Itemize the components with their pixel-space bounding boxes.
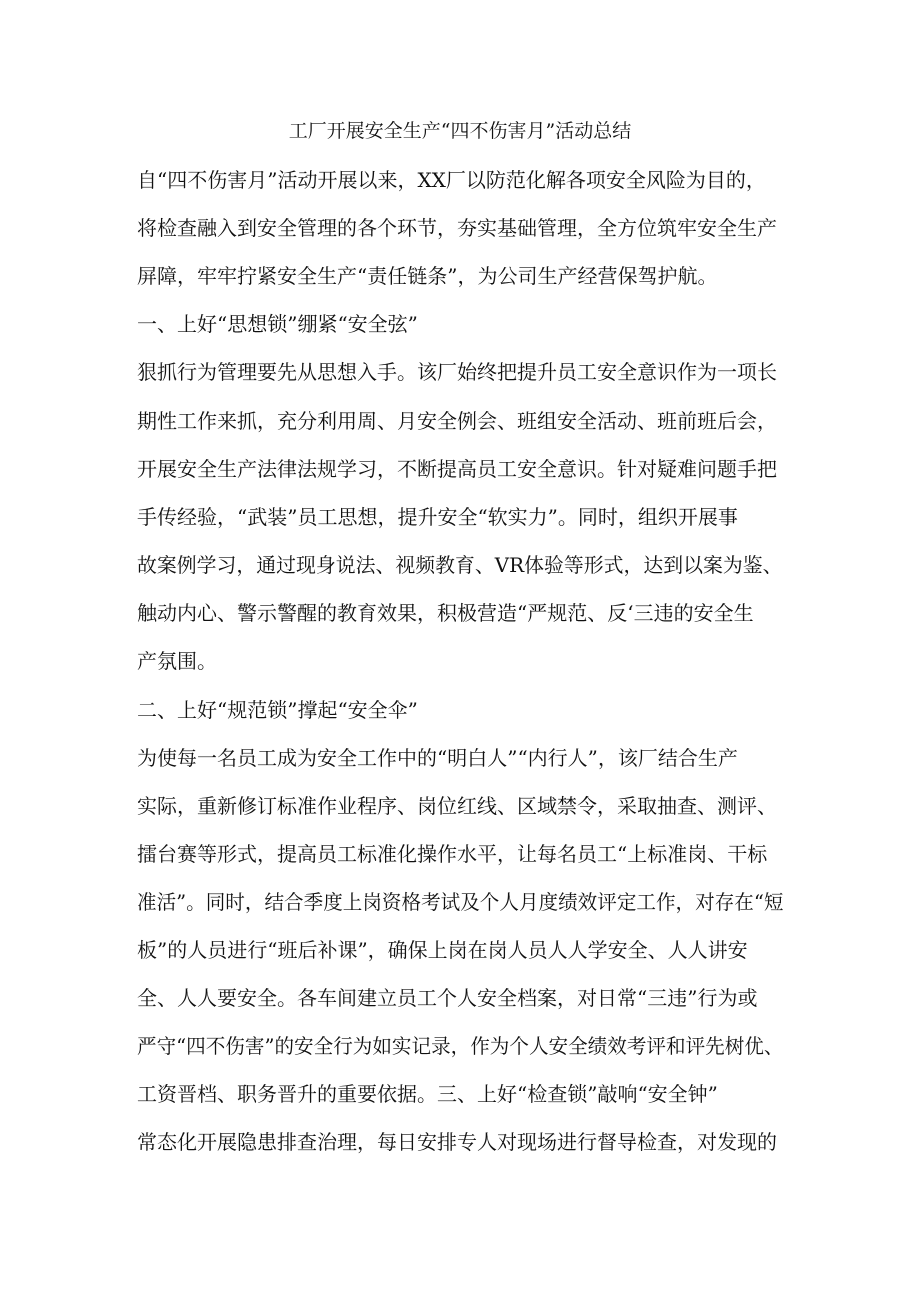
text-line: 常态化开展隐患排查治理，每日安排专人对现场进行督导检查，对发现的 <box>137 1130 777 1154</box>
section-heading: 一、上好“思想锁”绷紧“安全弦” <box>137 312 418 336</box>
text-line: 实际，重新修订标准作业程序、岗位红线、区域禁令，采取抽查、测评、 <box>137 794 777 818</box>
text-line: 故案例学习，通过现身说法、视频教育、VR体验等形式，达到以案为鉴、 <box>137 553 783 577</box>
text-line: 全、人人要安全。各车间建立员工个人安全档案，对日常“三违”行为或 <box>137 986 758 1010</box>
text-line: 板”的人员进行“班后补课”，确保上岗在岗人员人人学安全、人人讲安 <box>137 938 748 962</box>
text-line: 自“四不伤害月”活动开展以来，XX厂以防范化解各项安全风险为目的， <box>137 168 766 192</box>
text-line: 产氛围。 <box>137 649 217 673</box>
text-line: 开展安全生产法律法规学习，不断提高员工安全意识。针对疑难问题手把 <box>137 457 777 481</box>
text-line: 准活”。同时，结合季度上岗资格考试及个人月度绩效评定工作，对存在“短 <box>137 890 784 914</box>
text-line: 工资晋档、职务晋升的重要依据。三、上好“检查锁”敲响“安全钟” <box>137 1082 718 1106</box>
text-line: 将检查融入到安全管理的各个环节，夯实基础管理，全方位筑牢安全生产 <box>137 216 777 240</box>
text-line: 手传经验，“武装”员工思想，提升安全“软实力”。同时，组织开展事 <box>137 505 738 529</box>
text-line: 触动内心、警示警醒的教育效果，积极营造“严规范、反‘三违的安全生 <box>137 601 754 625</box>
text-line: 狠抓行为管理要先从思想入手。该厂始终把提升员工安全意识作为一项长 <box>137 360 777 384</box>
text-line: 屏障，牢牢拧紧安全生产“责任链条”，为公司生产经营保驾护航。 <box>137 264 718 288</box>
text-line: 期性工作来抓，充分利用周、月安全例会、班组安全活动、班前班后会， <box>137 409 777 433</box>
text-line: 严守“四不伤害”的安全行为如实记录，作为个人安全绩效考评和评先树优、 <box>137 1034 784 1058</box>
document-title: 工厂开展安全生产“四不伤害月”活动总结 <box>288 120 632 142</box>
text-line: 擂台赛等形式，提高员工标准化操作水平，让每名员工“上标准岗、干标 <box>137 842 768 866</box>
section-heading: 二、上好“规范锁”撑起“安全伞” <box>137 698 418 722</box>
text-line: 为使每一名员工成为安全工作中的“明白人”“内行人”，该厂结合生产 <box>137 746 738 770</box>
